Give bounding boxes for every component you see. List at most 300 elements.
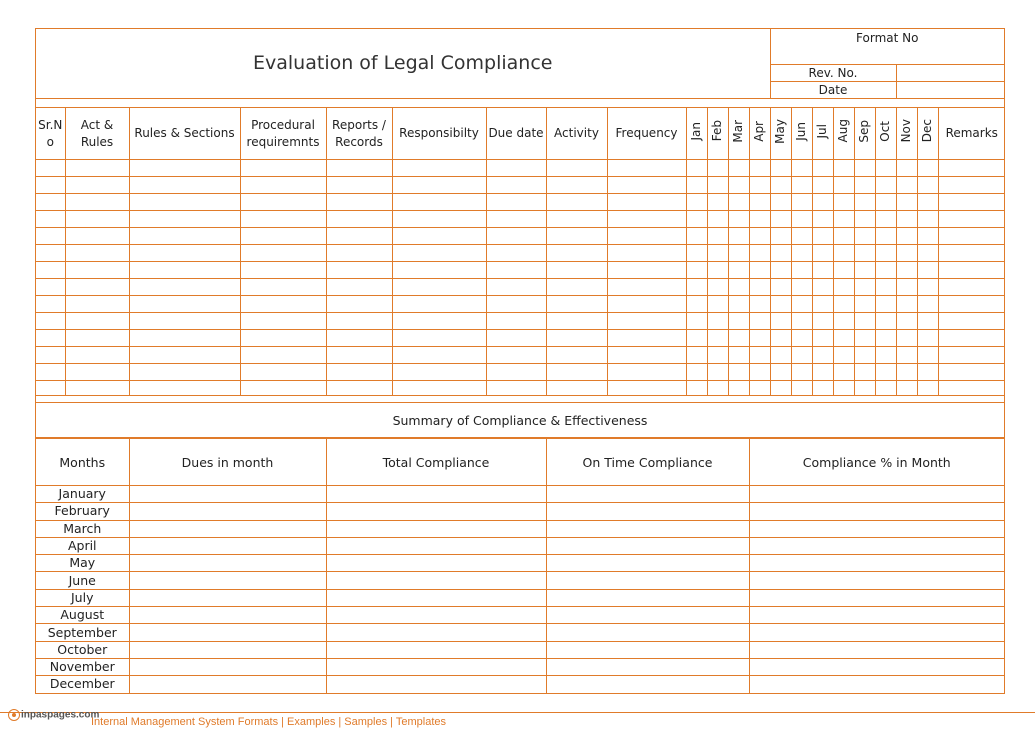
register-cell[interactable] [791,364,812,381]
summary-cell[interactable] [546,676,749,693]
register-cell[interactable] [686,211,707,228]
register-cell[interactable] [917,296,938,313]
register-cell[interactable] [326,364,392,381]
register-cell[interactable] [854,296,875,313]
summary-cell[interactable] [749,658,1004,675]
register-cell[interactable] [65,313,129,330]
register-cell[interactable] [833,364,854,381]
summary-cell[interactable] [326,641,546,658]
register-cell[interactable] [938,228,1005,245]
register-cell[interactable] [65,364,129,381]
register-cell[interactable] [833,279,854,296]
register-cell[interactable] [36,381,65,396]
summary-cell[interactable] [129,572,326,589]
summary-cell[interactable] [749,607,1004,624]
register-cell[interactable] [686,177,707,194]
site-logo[interactable] [8,709,99,721]
register-cell[interactable] [728,245,749,262]
register-cell[interactable] [791,279,812,296]
summary-cell[interactable] [326,589,546,606]
summary-cell[interactable] [129,520,326,537]
register-cell[interactable] [791,228,812,245]
summary-cell[interactable] [326,676,546,693]
register-cell[interactable] [896,347,917,364]
register-cell[interactable] [486,245,546,262]
register-cell[interactable] [686,279,707,296]
register-cell[interactable] [707,279,728,296]
register-cell[interactable] [36,194,65,211]
register-cell[interactable] [749,279,770,296]
register-cell[interactable] [791,177,812,194]
register-cell[interactable] [749,194,770,211]
register-cell[interactable] [326,245,392,262]
register-cell[interactable] [486,313,546,330]
register-cell[interactable] [791,245,812,262]
register-cell[interactable] [896,330,917,347]
register-cell[interactable] [36,279,65,296]
register-cell[interactable] [392,177,486,194]
summary-cell[interactable] [749,555,1004,572]
register-cell[interactable] [129,279,240,296]
register-cell[interactable] [749,245,770,262]
summary-cell[interactable] [546,658,749,675]
register-cell[interactable] [65,330,129,347]
summary-cell[interactable] [326,624,546,641]
register-cell[interactable] [129,347,240,364]
register-cell[interactable] [326,228,392,245]
register-cell[interactable] [812,160,833,177]
register-cell[interactable] [875,347,896,364]
register-cell[interactable] [607,211,686,228]
register-cell[interactable] [65,228,129,245]
register-cell[interactable] [728,228,749,245]
register-cell[interactable] [875,245,896,262]
register-cell[interactable] [546,211,607,228]
register-cell[interactable] [770,313,791,330]
summary-cell[interactable] [749,520,1004,537]
register-cell[interactable] [240,194,326,211]
register-cell[interactable] [129,296,240,313]
register-cell[interactable] [770,296,791,313]
register-cell[interactable] [707,262,728,279]
register-cell[interactable] [392,262,486,279]
register-cell[interactable] [486,347,546,364]
summary-cell[interactable] [546,520,749,537]
register-cell[interactable] [896,296,917,313]
register-cell[interactable] [707,296,728,313]
summary-cell[interactable] [326,658,546,675]
register-cell[interactable] [917,313,938,330]
register-cell[interactable] [875,296,896,313]
register-cell[interactable] [65,381,129,396]
register-cell[interactable] [770,347,791,364]
register-cell[interactable] [392,228,486,245]
register-cell[interactable] [875,381,896,396]
register-cell[interactable] [326,211,392,228]
register-cell[interactable] [770,160,791,177]
register-cell[interactable] [240,279,326,296]
register-cell[interactable] [546,177,607,194]
register-cell[interactable] [833,211,854,228]
register-cell[interactable] [65,177,129,194]
register-cell[interactable] [240,211,326,228]
register-cell[interactable] [607,330,686,347]
register-cell[interactable] [392,279,486,296]
register-cell[interactable] [854,228,875,245]
register-cell[interactable] [875,313,896,330]
register-cell[interactable] [240,160,326,177]
summary-cell[interactable] [749,676,1004,693]
register-cell[interactable] [917,381,938,396]
register-cell[interactable] [607,177,686,194]
register-cell[interactable] [129,160,240,177]
register-cell[interactable] [728,279,749,296]
register-cell[interactable] [686,330,707,347]
register-cell[interactable] [833,347,854,364]
register-cell[interactable] [240,245,326,262]
register-cell[interactable] [917,177,938,194]
register-cell[interactable] [791,330,812,347]
register-cell[interactable] [486,296,546,313]
date-value[interactable] [896,81,1004,98]
register-cell[interactable] [938,211,1005,228]
register-cell[interactable] [129,228,240,245]
register-cell[interactable] [392,194,486,211]
register-cell[interactable] [728,313,749,330]
register-cell[interactable] [812,262,833,279]
register-cell[interactable] [607,194,686,211]
summary-cell[interactable] [546,503,749,520]
register-cell[interactable] [546,245,607,262]
register-cell[interactable] [728,381,749,396]
register-cell[interactable] [875,262,896,279]
summary-cell[interactable] [546,572,749,589]
register-cell[interactable] [917,211,938,228]
register-cell[interactable] [36,228,65,245]
register-cell[interactable] [791,262,812,279]
register-cell[interactable] [240,381,326,396]
register-cell[interactable] [938,330,1005,347]
register-cell[interactable] [392,160,486,177]
summary-cell[interactable] [326,537,546,554]
register-cell[interactable] [812,211,833,228]
register-cell[interactable] [728,330,749,347]
register-cell[interactable] [791,347,812,364]
register-cell[interactable] [392,211,486,228]
register-cell[interactable] [326,347,392,364]
register-cell[interactable] [938,347,1005,364]
register-cell[interactable] [812,228,833,245]
register-cell[interactable] [686,160,707,177]
register-cell[interactable] [707,194,728,211]
register-cell[interactable] [854,211,875,228]
register-cell[interactable] [607,347,686,364]
register-cell[interactable] [854,330,875,347]
register-cell[interactable] [833,313,854,330]
register-cell[interactable] [392,313,486,330]
register-cell[interactable] [326,330,392,347]
register-cell[interactable] [917,160,938,177]
register-cell[interactable] [896,245,917,262]
register-cell[interactable] [326,381,392,396]
register-cell[interactable] [326,279,392,296]
register-cell[interactable] [707,211,728,228]
register-cell[interactable] [707,347,728,364]
register-cell[interactable] [728,296,749,313]
register-cell[interactable] [854,160,875,177]
register-cell[interactable] [854,364,875,381]
register-cell[interactable] [707,381,728,396]
register-cell[interactable] [854,381,875,396]
register-cell[interactable] [65,347,129,364]
register-cell[interactable] [875,160,896,177]
register-cell[interactable] [917,364,938,381]
register-cell[interactable] [36,211,65,228]
register-cell[interactable] [791,381,812,396]
register-cell[interactable] [707,177,728,194]
register-cell[interactable] [65,279,129,296]
register-cell[interactable] [240,262,326,279]
register-cell[interactable] [749,228,770,245]
register-cell[interactable] [326,194,392,211]
register-cell[interactable] [686,296,707,313]
register-cell[interactable] [770,211,791,228]
register-cell[interactable] [546,347,607,364]
summary-cell[interactable] [129,641,326,658]
register-cell[interactable] [65,211,129,228]
register-cell[interactable] [896,279,917,296]
register-cell[interactable] [938,194,1005,211]
register-cell[interactable] [749,381,770,396]
register-cell[interactable] [896,262,917,279]
register-cell[interactable] [875,194,896,211]
summary-cell[interactable] [326,555,546,572]
register-cell[interactable] [607,279,686,296]
register-cell[interactable] [728,194,749,211]
register-cell[interactable] [917,347,938,364]
register-cell[interactable] [854,245,875,262]
summary-cell[interactable] [749,486,1004,503]
summary-cell[interactable] [546,607,749,624]
register-cell[interactable] [129,245,240,262]
register-cell[interactable] [129,364,240,381]
register-cell[interactable] [486,177,546,194]
register-cell[interactable] [486,211,546,228]
register-cell[interactable] [607,245,686,262]
register-cell[interactable] [607,160,686,177]
register-cell[interactable] [392,330,486,347]
register-cell[interactable] [728,211,749,228]
register-cell[interactable] [749,296,770,313]
register-cell[interactable] [749,347,770,364]
register-cell[interactable] [791,313,812,330]
footer-links[interactable]: Internal Management System Formats | Examples | Samples | Templates [91,716,447,728]
register-cell[interactable] [240,364,326,381]
register-cell[interactable] [686,228,707,245]
register-cell[interactable] [728,262,749,279]
register-cell[interactable] [896,194,917,211]
register-cell[interactable] [896,228,917,245]
register-cell[interactable] [707,245,728,262]
register-cell[interactable] [240,296,326,313]
register-cell[interactable] [65,245,129,262]
register-cell[interactable] [875,177,896,194]
register-cell[interactable] [546,296,607,313]
register-cell[interactable] [875,330,896,347]
register-cell[interactable] [392,364,486,381]
register-cell[interactable] [875,364,896,381]
register-cell[interactable] [36,245,65,262]
register-cell[interactable] [854,177,875,194]
register-cell[interactable] [607,228,686,245]
register-cell[interactable] [833,177,854,194]
register-cell[interactable] [36,330,65,347]
register-cell[interactable] [486,160,546,177]
register-cell[interactable] [240,177,326,194]
summary-cell[interactable] [749,589,1004,606]
register-cell[interactable] [770,177,791,194]
register-cell[interactable] [812,364,833,381]
summary-cell[interactable] [129,589,326,606]
register-cell[interactable] [607,313,686,330]
register-cell[interactable] [65,262,129,279]
register-cell[interactable] [791,211,812,228]
register-cell[interactable] [686,313,707,330]
register-cell[interactable] [326,262,392,279]
register-cell[interactable] [486,228,546,245]
register-cell[interactable] [546,330,607,347]
register-cell[interactable] [938,177,1005,194]
summary-cell[interactable] [129,676,326,693]
register-cell[interactable] [607,364,686,381]
register-cell[interactable] [812,330,833,347]
register-cell[interactable] [129,262,240,279]
register-cell[interactable] [36,364,65,381]
register-cell[interactable] [392,245,486,262]
summary-cell[interactable] [326,572,546,589]
register-cell[interactable] [546,194,607,211]
register-cell[interactable] [833,245,854,262]
register-cell[interactable] [833,194,854,211]
register-cell[interactable] [791,194,812,211]
register-cell[interactable] [129,194,240,211]
register-cell[interactable] [486,279,546,296]
register-cell[interactable] [686,381,707,396]
summary-cell[interactable] [326,520,546,537]
register-cell[interactable] [129,313,240,330]
register-cell[interactable] [812,177,833,194]
register-cell[interactable] [749,330,770,347]
register-cell[interactable] [686,347,707,364]
register-cell[interactable] [854,194,875,211]
summary-cell[interactable] [546,641,749,658]
summary-cell[interactable] [326,607,546,624]
register-cell[interactable] [749,177,770,194]
summary-cell[interactable] [129,607,326,624]
register-cell[interactable] [707,160,728,177]
register-cell[interactable] [896,211,917,228]
register-cell[interactable] [791,160,812,177]
register-cell[interactable] [938,245,1005,262]
register-cell[interactable] [938,313,1005,330]
register-cell[interactable] [129,177,240,194]
register-cell[interactable] [36,347,65,364]
register-cell[interactable] [896,160,917,177]
register-cell[interactable] [546,279,607,296]
register-cell[interactable] [686,245,707,262]
register-cell[interactable] [770,279,791,296]
register-cell[interactable] [896,177,917,194]
register-cell[interactable] [686,364,707,381]
register-cell[interactable] [875,228,896,245]
register-cell[interactable] [129,330,240,347]
rev-no-value[interactable] [896,64,1004,81]
register-cell[interactable] [728,177,749,194]
register-cell[interactable] [749,160,770,177]
summary-cell[interactable] [326,486,546,503]
register-cell[interactable] [875,279,896,296]
summary-cell[interactable] [546,555,749,572]
register-cell[interactable] [326,296,392,313]
register-cell[interactable] [812,194,833,211]
summary-cell[interactable] [749,641,1004,658]
register-cell[interactable] [833,228,854,245]
register-cell[interactable] [129,381,240,396]
register-cell[interactable] [770,381,791,396]
register-cell[interactable] [917,194,938,211]
register-cell[interactable] [770,330,791,347]
register-cell[interactable] [812,296,833,313]
register-cell[interactable] [240,347,326,364]
register-cell[interactable] [392,347,486,364]
register-cell[interactable] [546,160,607,177]
register-cell[interactable] [791,296,812,313]
register-cell[interactable] [486,262,546,279]
register-cell[interactable] [546,228,607,245]
register-cell[interactable] [707,364,728,381]
register-cell[interactable] [875,211,896,228]
summary-cell[interactable] [749,624,1004,641]
register-cell[interactable] [129,211,240,228]
register-cell[interactable] [65,160,129,177]
register-cell[interactable] [770,228,791,245]
register-cell[interactable] [686,194,707,211]
register-cell[interactable] [833,262,854,279]
register-cell[interactable] [36,160,65,177]
register-cell[interactable] [770,194,791,211]
register-cell[interactable] [833,296,854,313]
register-cell[interactable] [728,160,749,177]
register-cell[interactable] [938,364,1005,381]
register-cell[interactable] [686,262,707,279]
register-cell[interactable] [36,313,65,330]
register-cell[interactable] [749,262,770,279]
register-cell[interactable] [240,228,326,245]
register-cell[interactable] [833,381,854,396]
register-cell[interactable] [486,364,546,381]
summary-cell[interactable] [129,537,326,554]
register-cell[interactable] [36,177,65,194]
summary-cell[interactable] [129,555,326,572]
register-cell[interactable] [812,279,833,296]
register-cell[interactable] [240,330,326,347]
register-cell[interactable] [896,364,917,381]
register-cell[interactable] [36,262,65,279]
register-cell[interactable] [833,160,854,177]
summary-cell[interactable] [749,503,1004,520]
register-cell[interactable] [546,381,607,396]
register-cell[interactable] [854,313,875,330]
